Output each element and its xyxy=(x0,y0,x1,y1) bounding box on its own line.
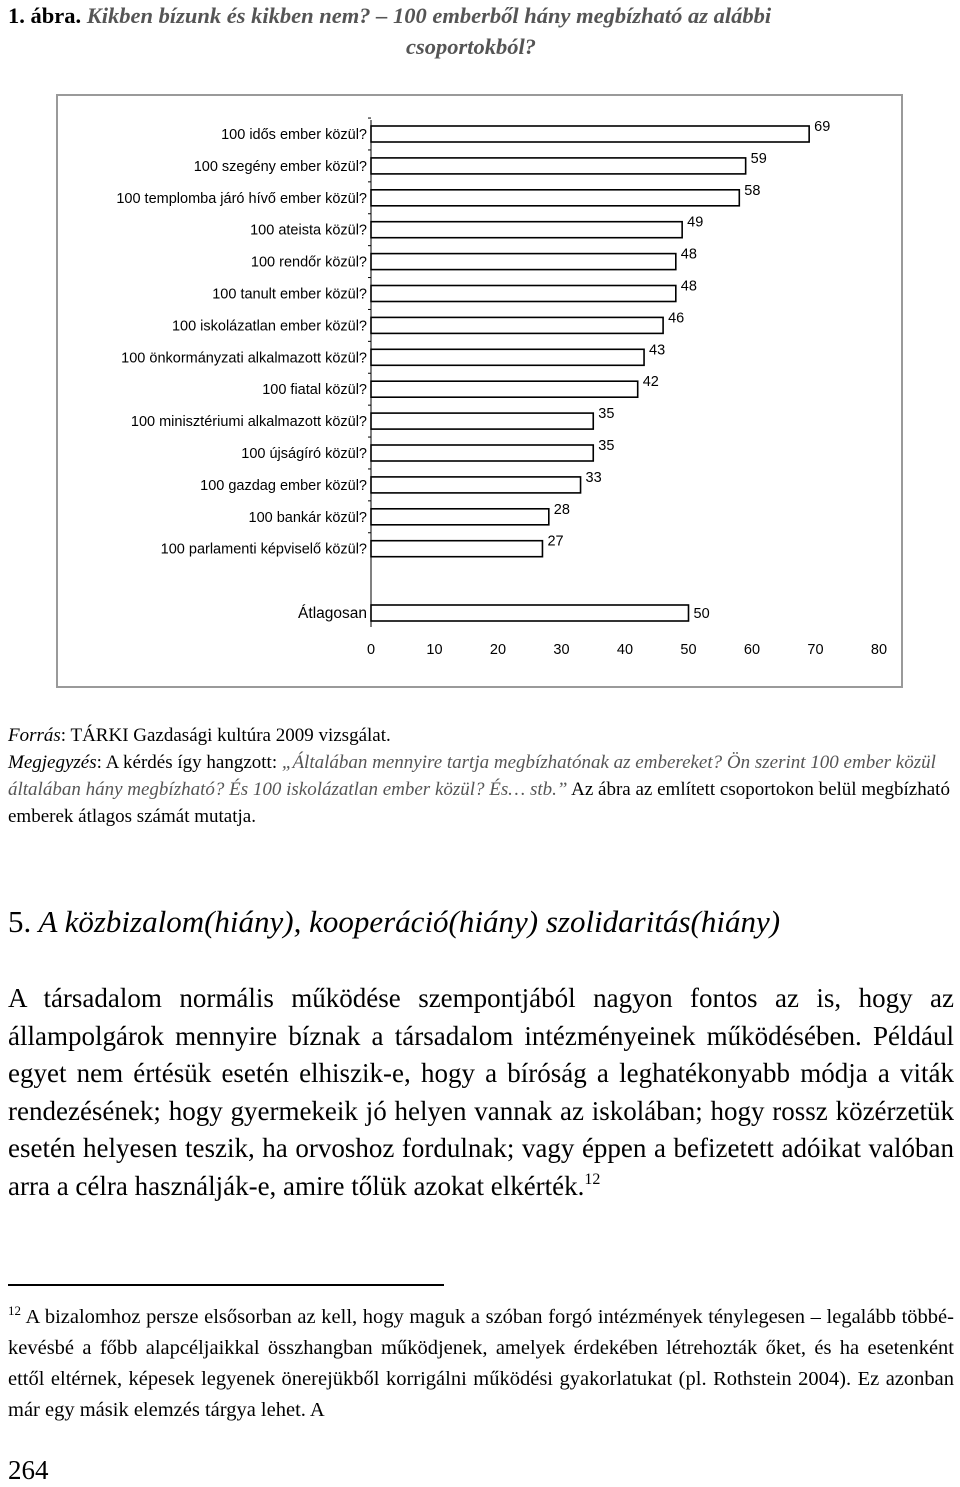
figure-number: 1. ábra. xyxy=(8,3,82,28)
footnote-marker: 12 xyxy=(8,1303,21,1318)
category-label: 100 újságíró közül? xyxy=(241,446,367,462)
category-label: 100 bankár közül? xyxy=(248,509,367,526)
note-end: Az ábra az említett csoportokon belül megbízható emberek átlagos számát mutatja. xyxy=(8,779,950,827)
category-label: 100 fiatal közül? xyxy=(262,382,367,399)
data-label: 35 xyxy=(598,438,615,454)
average-label: Átlagosan xyxy=(298,605,367,622)
section-title: A közbizalom(hiány), kooperáció(hiány) szolidaritás(hiány) xyxy=(38,904,781,939)
data-label: 48 xyxy=(680,246,697,263)
footnote-divider xyxy=(8,1284,444,1286)
category-label: 100 önkormányzati alkalmazott közül? xyxy=(121,350,367,367)
category-label: 100 idős ember közül? xyxy=(221,127,367,143)
data-label: 58 xyxy=(744,182,761,199)
x-tick-label: 50 xyxy=(680,642,697,658)
source-text: : TÁRKI Gazdasági kultúra 2009 vizsgálat. xyxy=(60,725,391,746)
category-label: 100 ateista közül? xyxy=(250,222,367,239)
category-label: 100 parlamenti képviselő közül? xyxy=(160,541,367,558)
data-label: 59 xyxy=(750,150,767,167)
body-paragraph xyxy=(8,980,954,1205)
bar xyxy=(371,158,746,174)
x-tick-label: 80 xyxy=(870,642,888,658)
bar xyxy=(371,445,593,461)
data-label: 28 xyxy=(553,501,570,518)
bar xyxy=(371,381,638,397)
category-label: 100 tanult ember közül? xyxy=(212,286,367,303)
note-label: Megjegyzés xyxy=(8,752,97,773)
data-label: 69 xyxy=(814,119,831,135)
x-tick-label: 0 xyxy=(366,642,376,658)
data-label: 42 xyxy=(642,374,659,391)
page-number: 264 xyxy=(8,1455,49,1485)
data-label: 49 xyxy=(687,214,704,231)
bar xyxy=(371,541,542,557)
x-tick-label: 20 xyxy=(489,642,507,658)
average-bar xyxy=(371,605,689,621)
section-heading xyxy=(8,900,948,944)
bar xyxy=(371,317,663,333)
figure-source-note xyxy=(8,722,953,830)
footnote-text: A bizalomhoz persze elsősorban az kell, hogy maguk a szóban forgó intézmények ténylegesen – legalább többé-kevésbé a főbb alapcéljaikkal összhangban működjenek, amelyek érdekében létrehozták őket, és ha esetenként ettől eltérnek, képesek legyenek önerejükből korrigálni működési gyakorlatukat (pl. Rothstein 2004). Ez azonban már egy másik elemzés tárgya lehet. A xyxy=(8,1306,954,1421)
note-intro: : A kérdés így hangzott: xyxy=(96,752,282,773)
bar-chart xyxy=(58,96,901,686)
chart-frame xyxy=(56,94,903,688)
category-label: 100 minisztériumi alkalmazott közül? xyxy=(130,414,367,431)
figure-title-line2: csoportokból? xyxy=(406,34,537,59)
bar xyxy=(371,349,644,365)
average-data-label: 50 xyxy=(693,606,710,622)
section-number: 5. xyxy=(8,904,32,939)
category-label: 100 templomba járó hívő ember közül? xyxy=(116,190,367,207)
data-label: 46 xyxy=(668,310,685,327)
category-label: 100 rendőr közül? xyxy=(250,254,367,271)
note-question: „Általában mennyire tartja megbízhatónak az embereket? Ön szerint 100 ember közül általában hány megbízható? És 100 iskolázatlan ember közül? És… stb.” xyxy=(8,752,936,800)
x-tick-label: 10 xyxy=(426,642,443,658)
bar xyxy=(371,222,682,238)
x-tick-label: 70 xyxy=(807,642,824,658)
x-tick-label: 60 xyxy=(743,642,761,658)
x-tick-label: 30 xyxy=(553,642,570,658)
figure-title-line1: Kikben bízunk és kikben nem? – 100 emberből hány megbízható az alábbi xyxy=(86,3,772,28)
data-label: 27 xyxy=(547,533,564,550)
x-tick-label: 40 xyxy=(616,642,634,658)
footnote-reference[interactable]: 12 xyxy=(584,1170,601,1188)
data-label: 43 xyxy=(649,342,666,359)
footnote xyxy=(8,1302,954,1426)
bar xyxy=(371,413,593,429)
body-text: A társadalom normális működése szempontjából nagyon fontos az is, hogy az állampolgárok mennyire bíznak a társadalom intézményeinek működésében. Például egyet nem értésük esetén elhiszik-e, hogy a bíróság a leghatékonyabb módja a viták rendezésének; hogy gyermekeik jó helyen vannak az iskolában; hogy rossz közérzetük esetén helyesen teszik, ha orvoshoz fordulnak; vagy éppen a befizetett adóikat valóban arra a célra használják-e, amire tőlük azokat elkérték. xyxy=(8,983,954,1201)
data-label: 48 xyxy=(680,278,697,295)
figure-title xyxy=(8,0,948,62)
data-label: 35 xyxy=(598,406,615,423)
category-label: 100 gazdag ember közül? xyxy=(200,477,367,494)
bar xyxy=(371,126,809,142)
bar xyxy=(371,477,581,493)
bar xyxy=(371,190,739,206)
bar xyxy=(371,254,676,270)
bar xyxy=(371,286,676,302)
data-label: 33 xyxy=(585,469,602,486)
bar xyxy=(371,509,549,525)
category-label: 100 szegény ember közül? xyxy=(193,158,367,175)
category-label: 100 iskolázatlan ember közül? xyxy=(171,318,367,335)
source-label: Forrás xyxy=(8,725,61,746)
